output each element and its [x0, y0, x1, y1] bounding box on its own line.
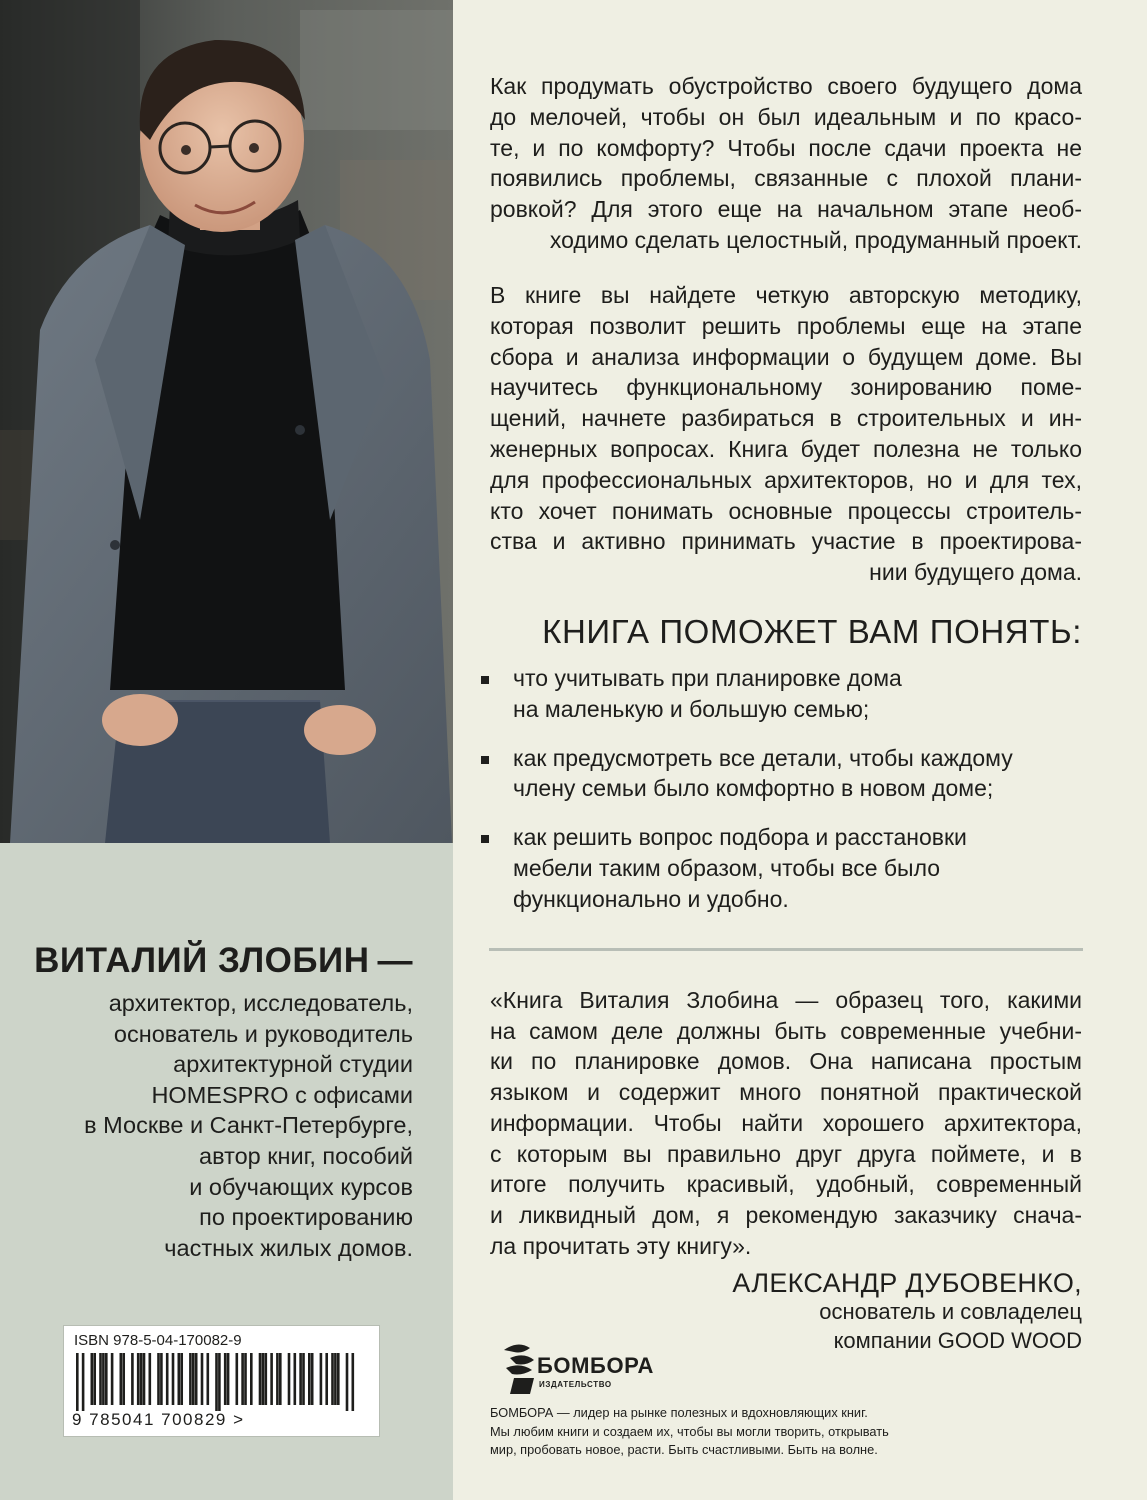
role-line: компании GOOD WOOD: [833, 1328, 1082, 1353]
text-line: ровкой? Для этого еще на начальном этапе необ-: [490, 196, 1082, 223]
author-bio-line: основатель и руководитель: [113, 1020, 413, 1047]
quote-line: ла прочитать эту книгу».: [490, 1232, 752, 1259]
help-list: [478, 663, 1098, 933]
barcode-bar: [178, 1353, 181, 1405]
barcode-bar: [337, 1353, 340, 1405]
barcode-bar: [131, 1353, 134, 1405]
list-item-line: функционально и удобно.: [513, 885, 789, 912]
square-bullet-icon: [481, 835, 489, 843]
barcode-bar: [93, 1353, 96, 1405]
barcode-bar: [166, 1353, 169, 1405]
quote-line: итоге получить красивый, удобный, современный: [490, 1171, 1082, 1198]
barcode-bar: [111, 1353, 114, 1405]
quote-line: и ликвидный дом, я рекомендую заказчику снача-: [490, 1201, 1082, 1228]
barcode-bar: [189, 1353, 192, 1405]
quote-line: ки по планировке домов. Она написана простым: [490, 1048, 1082, 1075]
left-panel: [0, 0, 453, 1500]
author-heading: [13, 938, 413, 984]
list-item: [478, 663, 1098, 724]
author-block: [13, 938, 413, 1263]
text-line: до мелочей, чтобы он был идеальным и по красо-: [490, 103, 1082, 130]
barcode-bar: [244, 1353, 247, 1405]
text-line: Как продумать обустройство своего будущего дома: [490, 73, 1082, 99]
quote-line: «Книга Виталия Злобина — образец того, какими: [490, 987, 1082, 1013]
list-item-line: члену семьи было комфортно в новом доме;: [513, 775, 994, 802]
author-photo: [0, 0, 453, 843]
quote-line: с которым вы правильно друг друга поймете, и в: [490, 1140, 1082, 1167]
barcode-bar: [325, 1353, 328, 1405]
isbn-barcode: [63, 1325, 380, 1437]
barcode-bar: [334, 1353, 337, 1405]
list-item: [478, 743, 1098, 804]
barcode-bar: [102, 1353, 105, 1405]
text-line: появились проблемы, связанные с плохой плани-: [490, 165, 1082, 192]
barcode-bar: [320, 1353, 323, 1405]
publisher-name: БОМБОРА: [537, 1353, 655, 1378]
text-line: ства и активно принимать участие в проектирова-: [490, 528, 1082, 555]
barcode-bar: [236, 1353, 239, 1405]
barcode-bar: [227, 1353, 230, 1405]
square-bullet-icon: [481, 676, 489, 684]
intro-paragraph-1: [490, 71, 1082, 256]
barcode-bar: [207, 1353, 210, 1405]
list-item-line: как предусмотреть все детали, чтобы каждому: [513, 744, 1013, 771]
barcode-bar: [120, 1353, 123, 1405]
list-item-line: мебели таким образом, чтобы все было: [513, 854, 941, 881]
publisher-description: [490, 1404, 930, 1460]
barcode-bar: [352, 1353, 355, 1411]
barcode-bar: [299, 1353, 302, 1405]
text-line: ходимо сделать целостный, продуманный проект.: [549, 226, 1082, 253]
barcode-bar: [157, 1353, 160, 1405]
author-portrait-illustration: [0, 0, 453, 843]
intro-paragraph-2: [490, 280, 1082, 588]
text-line: те, и по комфорту? Чтобы после сдачи проекта не: [490, 134, 1082, 161]
barcode-bar: [122, 1353, 125, 1405]
section-divider: [489, 948, 1083, 951]
barcode-bar: [259, 1353, 262, 1405]
text-line: для профессиональных архитекторов, но и для тех,: [490, 466, 1082, 493]
text-line: женерных вопросах. Книга будет полезна не только: [490, 435, 1082, 462]
desc-line: мир, пробовать новое, расти. Быть счастливыми. Быть на волне.: [490, 1442, 878, 1457]
list-item: [478, 822, 1098, 914]
barcode-bar: [76, 1353, 79, 1411]
barcode-bar: [201, 1353, 204, 1405]
list-item-line: что учитывать при планировке дома: [513, 665, 902, 691]
text-line: щений, начнете разбираться в строительных и ин-: [490, 405, 1082, 432]
desc-line: Мы любим книги и создаем их, чтобы вы могли творить, открывать: [490, 1423, 889, 1439]
text-line: нии будущего дома.: [869, 559, 1082, 586]
barcode-bar: [160, 1353, 163, 1405]
barcode-bar: [137, 1353, 140, 1405]
help-heading: КНИГА ПОМОЖЕТ ВАМ ПОНЯТЬ:: [542, 613, 1082, 650]
quote-author-name: АЛЕКСАНДР ДУБОВЕНКО,: [732, 1268, 1082, 1298]
barcode-bar: [224, 1353, 227, 1405]
review-quote: [490, 985, 1082, 1261]
author-bio-line: и обучающих курсов: [189, 1173, 413, 1200]
author-bio-line: частных жилых домов.: [164, 1234, 413, 1261]
barcode-bars: [76, 1353, 366, 1411]
barcode-bar: [294, 1353, 297, 1405]
barcode-bar: [140, 1353, 143, 1405]
barcode-bar: [265, 1353, 268, 1405]
barcode-bar: [195, 1353, 198, 1405]
barcode-bar: [215, 1353, 218, 1411]
text-line: научитесь функциональному зонированию поме-: [490, 374, 1082, 401]
author-bio-line: архитектурной студии: [173, 1051, 413, 1078]
barcode-bar: [270, 1353, 273, 1405]
desc-line: БОМБОРА — лидер на рынке полезных и вдохновляющих книг.: [490, 1405, 868, 1420]
quote-line: языком и содержит много понятной практической: [490, 1079, 1082, 1106]
quote-line: информации. Чтобы найти хорошего архитектора,: [490, 1109, 1082, 1136]
barcode-bar: [262, 1353, 265, 1405]
isbn-label: ISBN 978-5-04-170082-9: [74, 1332, 242, 1349]
barcode-bar: [172, 1353, 175, 1405]
barcode-bar: [331, 1353, 334, 1405]
barcode-bar: [288, 1353, 291, 1405]
barcode-bar: [311, 1353, 314, 1405]
text-line: сбора и анализа информации о будущем доме. Вы: [490, 343, 1082, 370]
barcode-bar: [276, 1353, 279, 1405]
barcode-bar: [218, 1353, 221, 1411]
list-item-line: на маленькую и большую семью;: [513, 695, 870, 722]
author-bio-line: в Москве и Санкт-Петербурге,: [84, 1112, 413, 1139]
text-line: кто хочет понимать основные процессы строитель-: [490, 497, 1082, 524]
barcode-bar: [180, 1353, 183, 1405]
author-bio-line: HOMESPRO с офисами: [151, 1081, 413, 1108]
right-panel: [453, 0, 1147, 1500]
author-bio-line: архитектор, исследователь,: [108, 990, 413, 1016]
barcode-bar: [91, 1353, 94, 1405]
barcode-bar: [302, 1353, 305, 1405]
text-line: которая позволит решить проблемы еще на этапе: [490, 312, 1082, 339]
barcode-bar: [308, 1353, 311, 1405]
author-bio-line: по проектированию: [199, 1204, 413, 1231]
list-item-line: как решить вопрос подбора и расстановки: [513, 824, 967, 851]
barcode-digits: 9 785041 700829 >: [72, 1410, 245, 1429]
barcode-bar: [241, 1353, 244, 1405]
author-name: ВИТАЛИЙ ЗЛОБИН: [34, 941, 370, 980]
author-bio: [13, 988, 413, 1263]
barcode-bar: [346, 1353, 349, 1411]
square-bullet-icon: [481, 756, 489, 764]
barcode-bar: [99, 1353, 102, 1405]
publisher-subtitle: ИЗДАТЕЛЬСТВО: [539, 1380, 612, 1389]
barcode-bar: [105, 1353, 108, 1405]
barcode-bar: [82, 1353, 85, 1411]
author-bio-line: автор книг, пособий: [199, 1142, 413, 1169]
text-line: В книге вы найдете четкую авторскую методику,: [490, 282, 1082, 308]
barcode-bar: [250, 1353, 253, 1405]
quote-author-role: [682, 1297, 1082, 1355]
barcode-bar: [143, 1353, 146, 1405]
role-line: основатель и совладелец: [819, 1299, 1082, 1324]
barcode-bar: [149, 1353, 152, 1405]
quote-line: на самом деле должны быть современные учебни-: [490, 1017, 1082, 1044]
author-dash: —: [377, 941, 413, 980]
barcode-bar: [279, 1353, 282, 1405]
barcode-bar: [192, 1353, 195, 1405]
